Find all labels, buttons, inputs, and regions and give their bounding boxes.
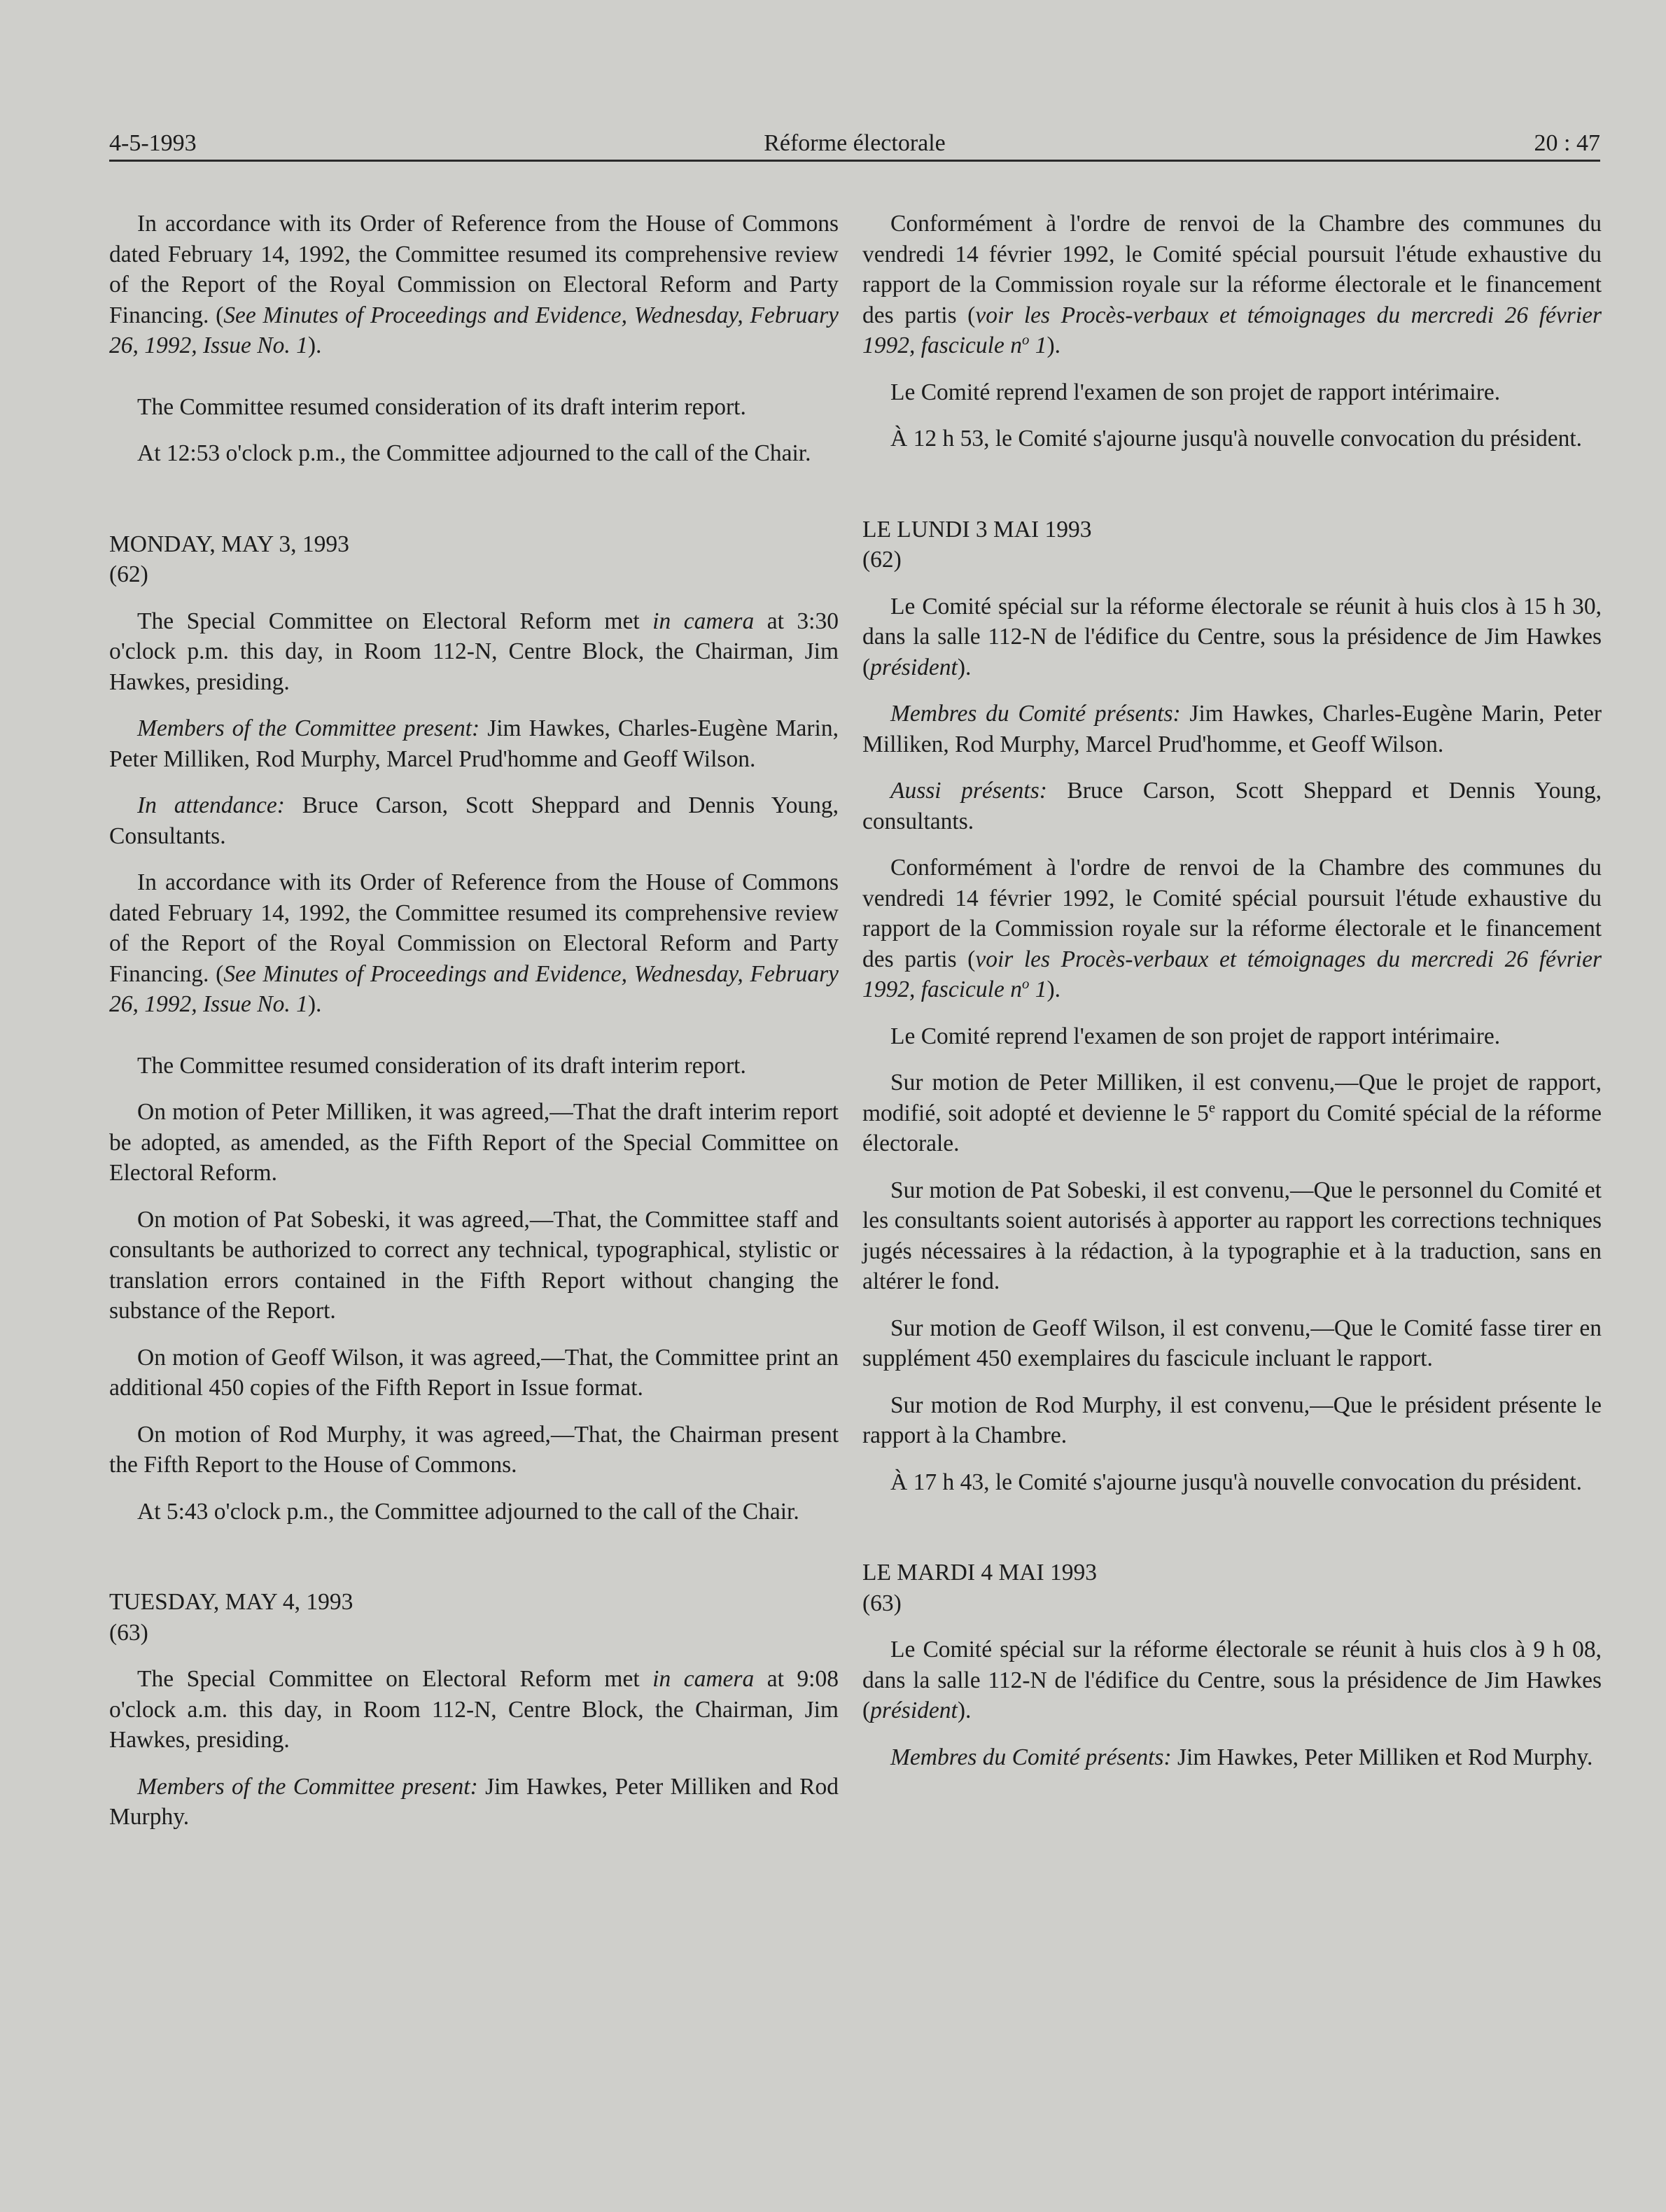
paragraph: Aussi présents: Bruce Carson, Scott Sheppard et Dennis Young, consultants. — [862, 778, 1602, 834]
intro-paragraph: At 12:53 o'clock p.m., the Committee adjourned to the call of the Chair. — [137, 440, 811, 466]
paragraph: Sur motion de Rod Murphy, il est convenu,—Que le président présente le rapport à la Chambre. — [862, 1392, 1602, 1448]
paragraph: À 17 h 43, le Comité s'ajourne jusqu'à nouvelle convocation du président. — [890, 1469, 1583, 1495]
section-heading: LE MARDI 4 MAI 1993 — [862, 1560, 1097, 1586]
paragraph: Membres du Comité présents: Jim Hawkes, Charles-Eugène Marin, Peter Milliken, Rod Murphy, Marcel Prud'homme, et Geoff Wilson. — [862, 701, 1602, 757]
intro-paragraph: Conformément à l'ordre de renvoi de la Chambre des communes du vendredi 14 février 1992, le Comité spécial poursuit l'étude exhaustive du rapport de la Commission royale sur la réforme électorale et le financement des partis (voir les Procès-verbaux et témoignages du mercredi 26 février 1992, fascicule $n^o$ 1). — [862, 211, 1602, 358]
paragraph: On motion of Pat Sobeski, it was agreed,—That, the Committee staff and consultants be authorized to correct any technical, typographical, stylistic or translation errors contained in the Fifth Report without changing the substance of the Report. — [109, 1206, 839, 1324]
meeting-number: (63) — [109, 1619, 148, 1646]
paragraph: On motion of Geoff Wilson, it was agreed,—That, the Committee print an additional 450 copies of the Fifth Report in Issue format. — [109, 1344, 839, 1401]
paragraph: Le Comité spécial sur la réforme électorale se réunit à huis clos à 9 h 08, dans la salle 112-N de l'édifice du Centre, sous la présidence de Jim Hawkes (président). — [862, 1637, 1602, 1723]
paragraph: On motion of Peter Milliken, it was agreed,—That the draft interim report be adopted, as amended, as the Fifth Report of the Special Committee on Electoral Reform. — [109, 1099, 839, 1186]
paragraph: On motion of Rod Murphy, it was agreed,—That, the Chairman present the Fifth Report to the House of Commons. — [109, 1421, 839, 1478]
paragraph: In attendance: Bruce Carson, Scott Sheppard and Dennis Young, Consultants. — [109, 792, 839, 849]
intro-paragraph: The Committee resumed consideration of its draft interim report. — [137, 393, 746, 420]
header-title: Réforme électorale — [764, 130, 946, 156]
meeting-number: (62) — [862, 547, 902, 573]
header-date: 4-5-1993 — [109, 130, 197, 156]
header-page-number: 20 : 47 — [1534, 130, 1600, 156]
paragraph: Membres du Comité présents: Jim Hawkes, Peter Milliken et Rod Murphy. — [890, 1744, 1593, 1770]
paragraph: Sur motion de Peter Milliken, il est convenu,—Que le projet de rapport, modifié, soit adopté et devienne le 5e rapport du Comité spécial de la réforme électorale. — [862, 1070, 1602, 1156]
paragraph: The Committee resumed consideration of its draft interim report. — [137, 1052, 746, 1079]
paragraph: The Special Committee on Electoral Reform met in camera at 9:08 o'clock a.m. this day, in Room 112-N, Centre Block, the Chairman, Jim Hawkes, presiding. — [109, 1666, 839, 1753]
intro-paragraph: À 12 h 53, le Comité s'ajourne jusqu'à nouvelle convocation du président. — [890, 426, 1583, 451]
paragraph: The Special Committee on Electoral Reform met in camera at 3:30 o'clock p.m. this day, in Room 112-N, Centre Block, the Chairman, Jim Hawkes, presiding. — [109, 608, 839, 695]
paragraph: Conformément à l'ordre de renvoi de la Chambre des communes du vendredi 14 février 1992, le Comité spécial poursuit l'étude exhaustive du rapport de la Commission royale sur la réforme électorale et le financement des partis (voir les Procès-verbaux et témoignages du mercredi 26 février 1992, fascicule $n^o$ 1). — [862, 855, 1602, 1002]
paragraph: Le Comité reprend l'examen de son projet de rapport intérimaire. — [890, 1023, 1501, 1049]
section-heading: TUESDAY, MAY 4, 1993 — [109, 1589, 354, 1615]
meeting-number: (62) — [109, 561, 148, 587]
paragraph: Sur motion de Pat Sobeski, il est convenu,—Que le personnel du Comité et les consultants soient autorisés à apporter au rapport les corrections techniques jugés nécessaires à la rédaction, à la typographie et à la traduction, sans en altérer le fond. — [862, 1177, 1602, 1294]
paragraph: At 5:43 o'clock p.m., the Committee adjourned to the call of the Chair. — [137, 1498, 799, 1525]
paragraph: Members of the Committee present: Jim Hawkes, Peter Milliken and Rod Murphy. — [109, 1773, 839, 1830]
paragraph: Le Comité spécial sur la réforme électorale se réunit à huis clos à 15 h 30, dans la salle 112-N de l'édifice du Centre, sous la présidence de Jim Hawkes (président). — [862, 593, 1602, 680]
french-column — [862, 209, 1602, 1788]
paragraph: Sur motion de Geoff Wilson, il est convenu,—Que le Comité fasse tirer en supplément 450 exemplaires du fascicule incluant le rapport. — [862, 1315, 1602, 1371]
section-heading: MONDAY, MAY 3, 1993 — [109, 531, 349, 557]
section-heading: LE LUNDI 3 MAI 1993 — [862, 516, 1092, 542]
paragraph: In accordance with its Order of Reference from the House of Commons dated February 14, 1992, the Committee resumed its comprehensive review of the Report of the Royal Commission on Electoral Reform and Party Financing. (See Minutes of Proceedings and Evidence, Wednesday, February 26, 1992, Issue No. 1). — [109, 869, 839, 1017]
meeting-number: (63) — [862, 1590, 902, 1616]
intro-paragraph: Le Comité reprend l'examen de son projet de rapport intérimaire. — [890, 379, 1501, 405]
english-column — [109, 209, 839, 1849]
paragraph: Members of the Committee present: Jim Hawkes, Charles-Eugène Marin, Peter Milliken, Rod Murphy, Marcel Prud'homme and Geoff Wilson. — [109, 715, 839, 772]
intro-paragraph: In accordance with its Order of Reference from the House of Commons dated February 14, 1992, the Committee resumed its comprehensive review of the Report of the Royal Commission on Electoral Reform and Party Financing. (See Minutes of Proceedings and Evidence, Wednesday, February 26, 1992, Issue No. 1). — [109, 211, 839, 358]
running-header — [109, 125, 1600, 162]
